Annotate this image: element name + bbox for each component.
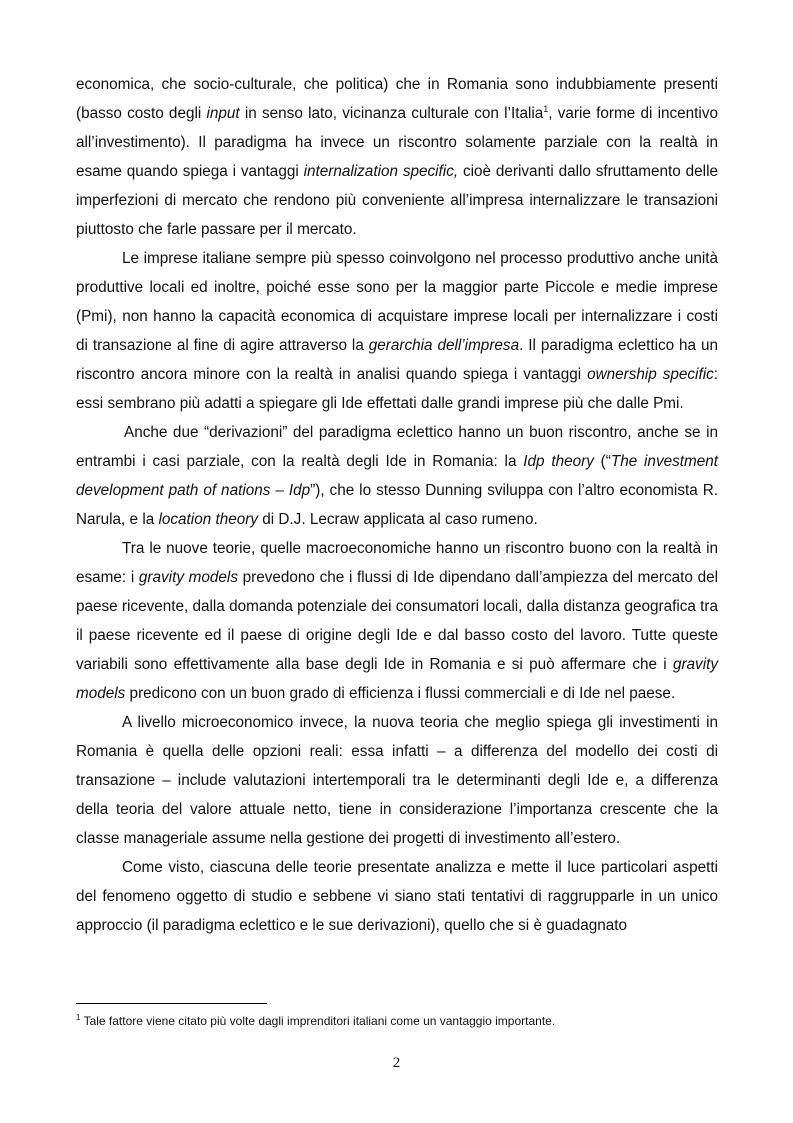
italic-term: The investment development path of nations – Idp <box>76 453 719 499</box>
paragraph <box>76 708 718 853</box>
italic-term: location theory <box>158 511 258 528</box>
paragraph <box>76 534 718 708</box>
paragraph <box>76 853 718 940</box>
paragraph <box>76 418 718 534</box>
text-run: di D.J. Lecraw applicata al caso rumeno. <box>257 511 538 528</box>
italic-term: Idp theory <box>523 453 594 470</box>
text-run: : essi sembrano più adatti a spiegare gli Ide effettati dalle grandi imprese più che dalle Pmi. <box>76 366 718 412</box>
body-text <box>76 70 718 940</box>
footnote-separator <box>76 1003 267 1004</box>
text-run: . Il paradigma eclettico ha un riscontro ancora minore con la realtà in analisi quando spiega i vantaggi <box>76 337 718 383</box>
footnote-reference: 1 <box>543 103 549 114</box>
text-run: ”), che lo stesso Dunning sviluppa con l’altro economista R. Narula, e la <box>76 482 718 528</box>
text-run: economica, che socio-culturale, che politica) che in Romania sono indubbiamente presenti (basso costo degli <box>76 76 718 122</box>
paragraph <box>76 70 718 244</box>
italic-term: internalization specific, <box>303 163 459 180</box>
text-run: (“ <box>593 453 611 470</box>
text-run: cioè derivanti dallo sfruttamento delle imperfezioni di mercato che rendono più conveniente all’impresa internalizzare le transazioni piuttosto che farle passare per il mercato. <box>76 163 718 238</box>
text-run: , varie forme di incentivo all’investimento). Il paradigma ha invece un riscontro solamente parziale con la realtà in esame quando spiega i vantaggi <box>76 105 718 180</box>
italic-term: gravity models <box>76 656 718 702</box>
page-number: 2 <box>392 1055 401 1071</box>
italic-term: gravity models <box>138 569 238 586</box>
footnote-marker: 1 <box>76 1013 81 1022</box>
italic-term: ownership specific <box>587 366 714 383</box>
text-run: Le imprese italiane sempre più spesso coinvolgono nel processo produttivo anche unità produttive locali ed inoltre, poiché esse sono per la maggior parte Piccole e medie imprese (Pmi), non hanno la capacità economica di acquistare imprese locali per internalizzare i costi di transazione al fine di agire attraverso la <box>76 250 718 354</box>
text-run: predicono con un buon grado di efficienza i flussi commerciali e di Ide nel paese. <box>125 685 676 702</box>
text-run: Come visto, ciascuna delle teorie presentate analizza e mette il luce particolari aspetti del fenomeno oggetto di studio e sebbene vi siano stati tentativi di raggrupparle in un unico approccio (il paradigma eclettico e le sue derivazioni), quello che si è guadagnato <box>76 859 718 934</box>
text-run: in senso lato, vicinanza culturale con l’Italia <box>239 105 544 122</box>
paragraph <box>76 244 718 418</box>
footnote-text: Tale fattore viene citato più volte dagli imprenditori italiani come un vantaggio importante. <box>80 1014 556 1028</box>
footnote <box>76 1013 718 1029</box>
text-run: Tra le nuove teorie, quelle macroeconomiche hanno un riscontro buono con la realtà in esame: i <box>76 540 718 586</box>
italic-term: input <box>206 105 240 122</box>
text-run: A livello microeconomico invece, la nuova teoria che meglio spiega gli investimenti in Romania è quella delle opzioni reali: essa infatti – a differenza del modello dei costi di transazione – include valutazioni intertemporali tra le determinanti degli Ide e, a differenza della teoria del valore attuale netto, tiene in considerazione l’importanza crescente che la classe manageriale assume nella gestione dei progetti di investimento all’estero. <box>76 714 718 847</box>
italic-term: gerarchia dell’impresa <box>368 337 520 354</box>
text-run: prevedono che i flussi di Ide dipendano dall’ampiezza del mercato del paese ricevente, dalla domanda potenziale dei consumatori locali, dalla distanza geografica tra il paese ricevente ed il paese di origine degli Ide e dal basso costo del lavoro. Tutte queste variabili sono effettivamente alla base degli Ide in Romania e si può affermare che i <box>76 569 719 673</box>
text-run: Anche due “derivazioni” del paradigma eclettico hanno un buon riscontro, anche se in entrambi i casi parziale, con la realtà degli Ide in Romania: la <box>76 424 718 470</box>
